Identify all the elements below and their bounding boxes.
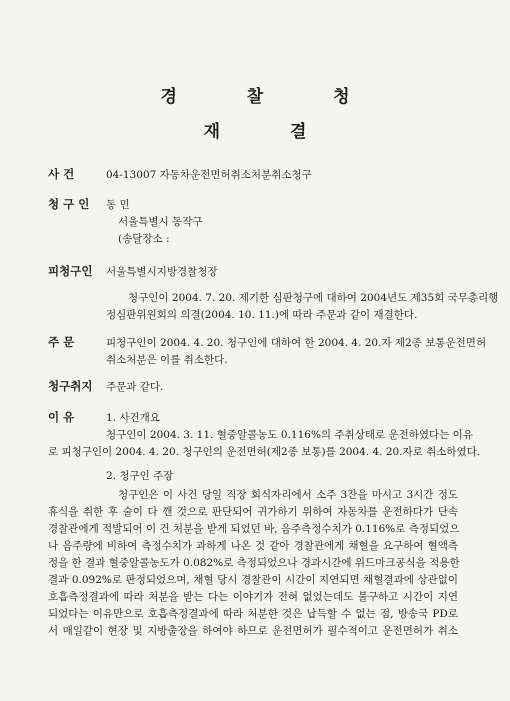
agency-title: 경 찰 청 xyxy=(160,87,382,107)
reasons-label: 이 유 xyxy=(48,410,75,424)
claimant-label: 청 구 인 xyxy=(48,197,90,211)
case-value: 04-13007 자동차운전면허취소처분취소청구 xyxy=(106,169,312,181)
section-2-line-6: 결과 0.092%로 판정되었으며, 채혈 당시 경찰관이 시간이 지연되면 채혈결과에 상관없이 xyxy=(48,574,458,586)
section-2-line-5: 정을 한 결과 혈중알콜농도가 0.082%로 측정되었으나 경과시간에 위드마크공식을 적용한 xyxy=(48,557,460,569)
respondent-value: 서울특별시지방경찰청장 xyxy=(106,266,218,278)
section-2-line-3: 경찰관에게 적발되어 이 건 처분을 받게 되었던 바, 음주측정수치가 0.116%로 측정되었으 xyxy=(48,523,460,535)
section-2-line-7: 호흡측정결과에 따라 처분을 받는 다는 이야기가 전혀 없었는데도 불구하고 시간이 지연 xyxy=(48,591,458,603)
order-line-2: 취소처분은 이를 취소한다. xyxy=(106,354,228,366)
section-1-line-2: 로 피청구인이 2004. 4. 20. 청구인의 운전면허(제2종 보통)를 2004. 4. 20.자로 취소하였다. xyxy=(48,446,481,458)
claim-purpose-label: 청구취지 xyxy=(48,379,93,393)
intro-line-1: 청구인이 2004. 7. 20. 제기한 심판청구에 대하여 2004년도 제35회 국무총리행 xyxy=(128,292,499,304)
claimant-address: 서울특별시 동작구 xyxy=(118,216,203,228)
section-2-line-1: 청구인은 이 사건 당일 직장 회식자리에서 소주 3잔을 마시고 3시간 정도 xyxy=(118,489,458,501)
section-1-title: 1. 사건개요 xyxy=(106,412,160,424)
document-type-title: 재 결 xyxy=(203,122,339,142)
section-2-line-8: 되었다는 이유만으로 호흡측정결과에 따라 처분한 것은 납득할 수 없는 점, 방송국 PD로 xyxy=(48,608,458,620)
claim-purpose-value: 주문과 같다. xyxy=(106,381,164,393)
section-2-line-4: 나 음주량에 비하여 측정수치가 과하게 나온 것 같아 경찰관에게 채혈을 요구하여 혈액측 xyxy=(48,540,458,552)
order-line-1: 피청구인이 2004. 4. 20. 청구인에 대하여 한 2004. 4. 20.자 제2종 보통운전면허 xyxy=(106,337,487,349)
section-2-line-2: 휴식을 취한 후 술이 다 깬 것으로 판단되어 귀가하기 위하여 자동차를 운전하다가 단속 xyxy=(48,506,458,518)
claimant-name: 동 민 xyxy=(106,199,130,211)
order-label: 주 문 xyxy=(48,335,75,349)
section-2-title: 2. 청구인 주장 xyxy=(106,470,174,482)
respondent-label: 피청구인 xyxy=(48,264,93,278)
case-label: 사 건 xyxy=(48,167,75,181)
intro-line-2: 정심판위원회의 의결(2004. 10. 11.)에 따라 주문과 같이 재결한다. xyxy=(106,309,418,321)
claimant-delivery-place: (송달장소 : xyxy=(118,233,170,245)
section-1-line-1: 청구인이 2004. 3. 11. 혈중알콜농도 0.116%의 주취상태로 운전하였다는 이유 xyxy=(106,429,473,441)
section-2-line-9: 서 매일같이 현장 및 지방출장을 하여야 하므로 운전면허가 필수적이고 운전면허가 취소 xyxy=(48,625,458,637)
